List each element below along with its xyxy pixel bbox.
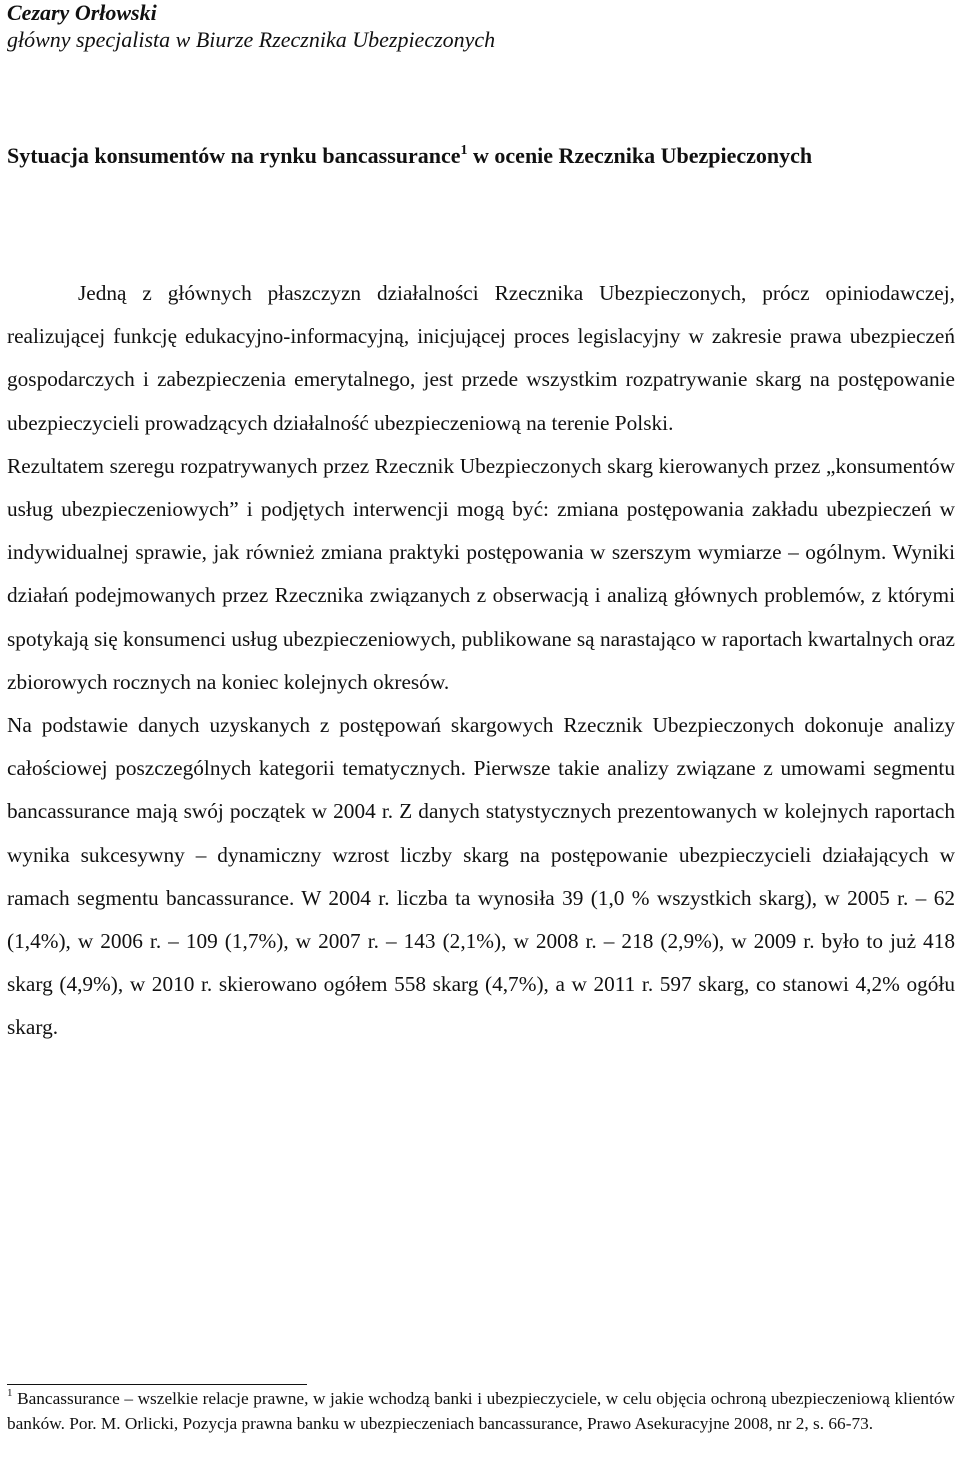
author-role: główny specjalista w Biurze Rzecznika Ubezpieczonych: [7, 27, 496, 52]
title-text-after: w ocenie Rzecznika Ubezpieczonych: [467, 143, 813, 168]
author-name: Cezary Orłowski: [7, 0, 157, 25]
body-text: [7, 272, 955, 1050]
paragraph: Jedną z głównych płaszczyzn działalności Rzecznika Ubezpieczonych, prócz opiniodawczej, realizującej funkcję edukacyjno-informacyjną, inicjującej proces legislacyjny w zakresie prawa ubezpieczeń gospodarczych i zabezpieczenia emerytalnego, jest przede wszystkim rozpatrywanie skarg na postępowanie ubezpieczycieli prowadzących działalność ubezpieczeniową na terenie Polski.: [7, 281, 955, 435]
paragraph: Rezultatem szeregu rozpatrywanych przez Rzecznik Ubezpieczonych skarg kierowanych przez „konsumentów usług ubezpieczeniowych” i podjętych interwencji mogą być: zmiana postępowania zakładu ubezpieczeń w indywidualnej sprawie, jak również zmiana praktyki postępowania w szerszym wymiarze – ogólnym. Wyniki działań podejmowanych przez Rzecznika związanych z obserwacją i analizą głównych problemów, z którymi spotykają się konsumenci usług ubezpieczeniowych, publikowane są narastająco w raportach kwartalnych oraz zbiorowych rocznych na koniec kolejnych okresów.: [7, 453, 955, 694]
title-text: Sytuacja konsumentów na rynku bancassurance: [7, 143, 461, 168]
footnote-number: 1: [7, 1387, 13, 1399]
footnote-text: Bancassurance – wszelkie relacje prawne, w jakie wchodzą banki i ubezpieczyciele, w celu objęcia ochroną ubezpieczeniową klientów banków. Por. M. Orlicki, Pozycja prawna banku w ubezpieczeniach bancassurance, Prawo Asekuracyjne 2008, nr 2, s. 66-73.: [7, 1389, 955, 1433]
paragraph: Na podstawie danych uzyskanych z postępowań skargowych Rzecznik Ubezpieczonych dokonuje analizy całościowej poszczególnych kategorii tematycznych. Pierwsze takie analizy związane z umowami segmentu bancassurance mają swój początek w 2004 r. Z danych statystycznych prezentowanych w kolejnych raportach wynika sukcesywny – dynamiczny wzrost liczby skarg na postępowanie ubezpieczycieli działających w ramach segmentu bancassurance. W 2004 r. liczba ta wynosiła 39 (1,0 % wszystkich skarg), w 2005 r. – 62 (1,4%), w 2006 r. – 109 (1,7%), w 2007 r. – 143 (2,1%), w 2008 r. – 218 (2,9%), w 2009 r. było to już 418 skarg (4,9%), w 2010 r. skierowano ogółem 558 skarg (4,7%), a w 2011 r. 597 skarg, co stanowi 4,2% ogółu skarg.: [7, 713, 955, 1040]
footnote: [7, 1386, 955, 1436]
title-footnote-ref[interactable]: 1: [460, 143, 468, 158]
footnote-separator: [7, 1384, 307, 1385]
document-title: [7, 142, 812, 170]
